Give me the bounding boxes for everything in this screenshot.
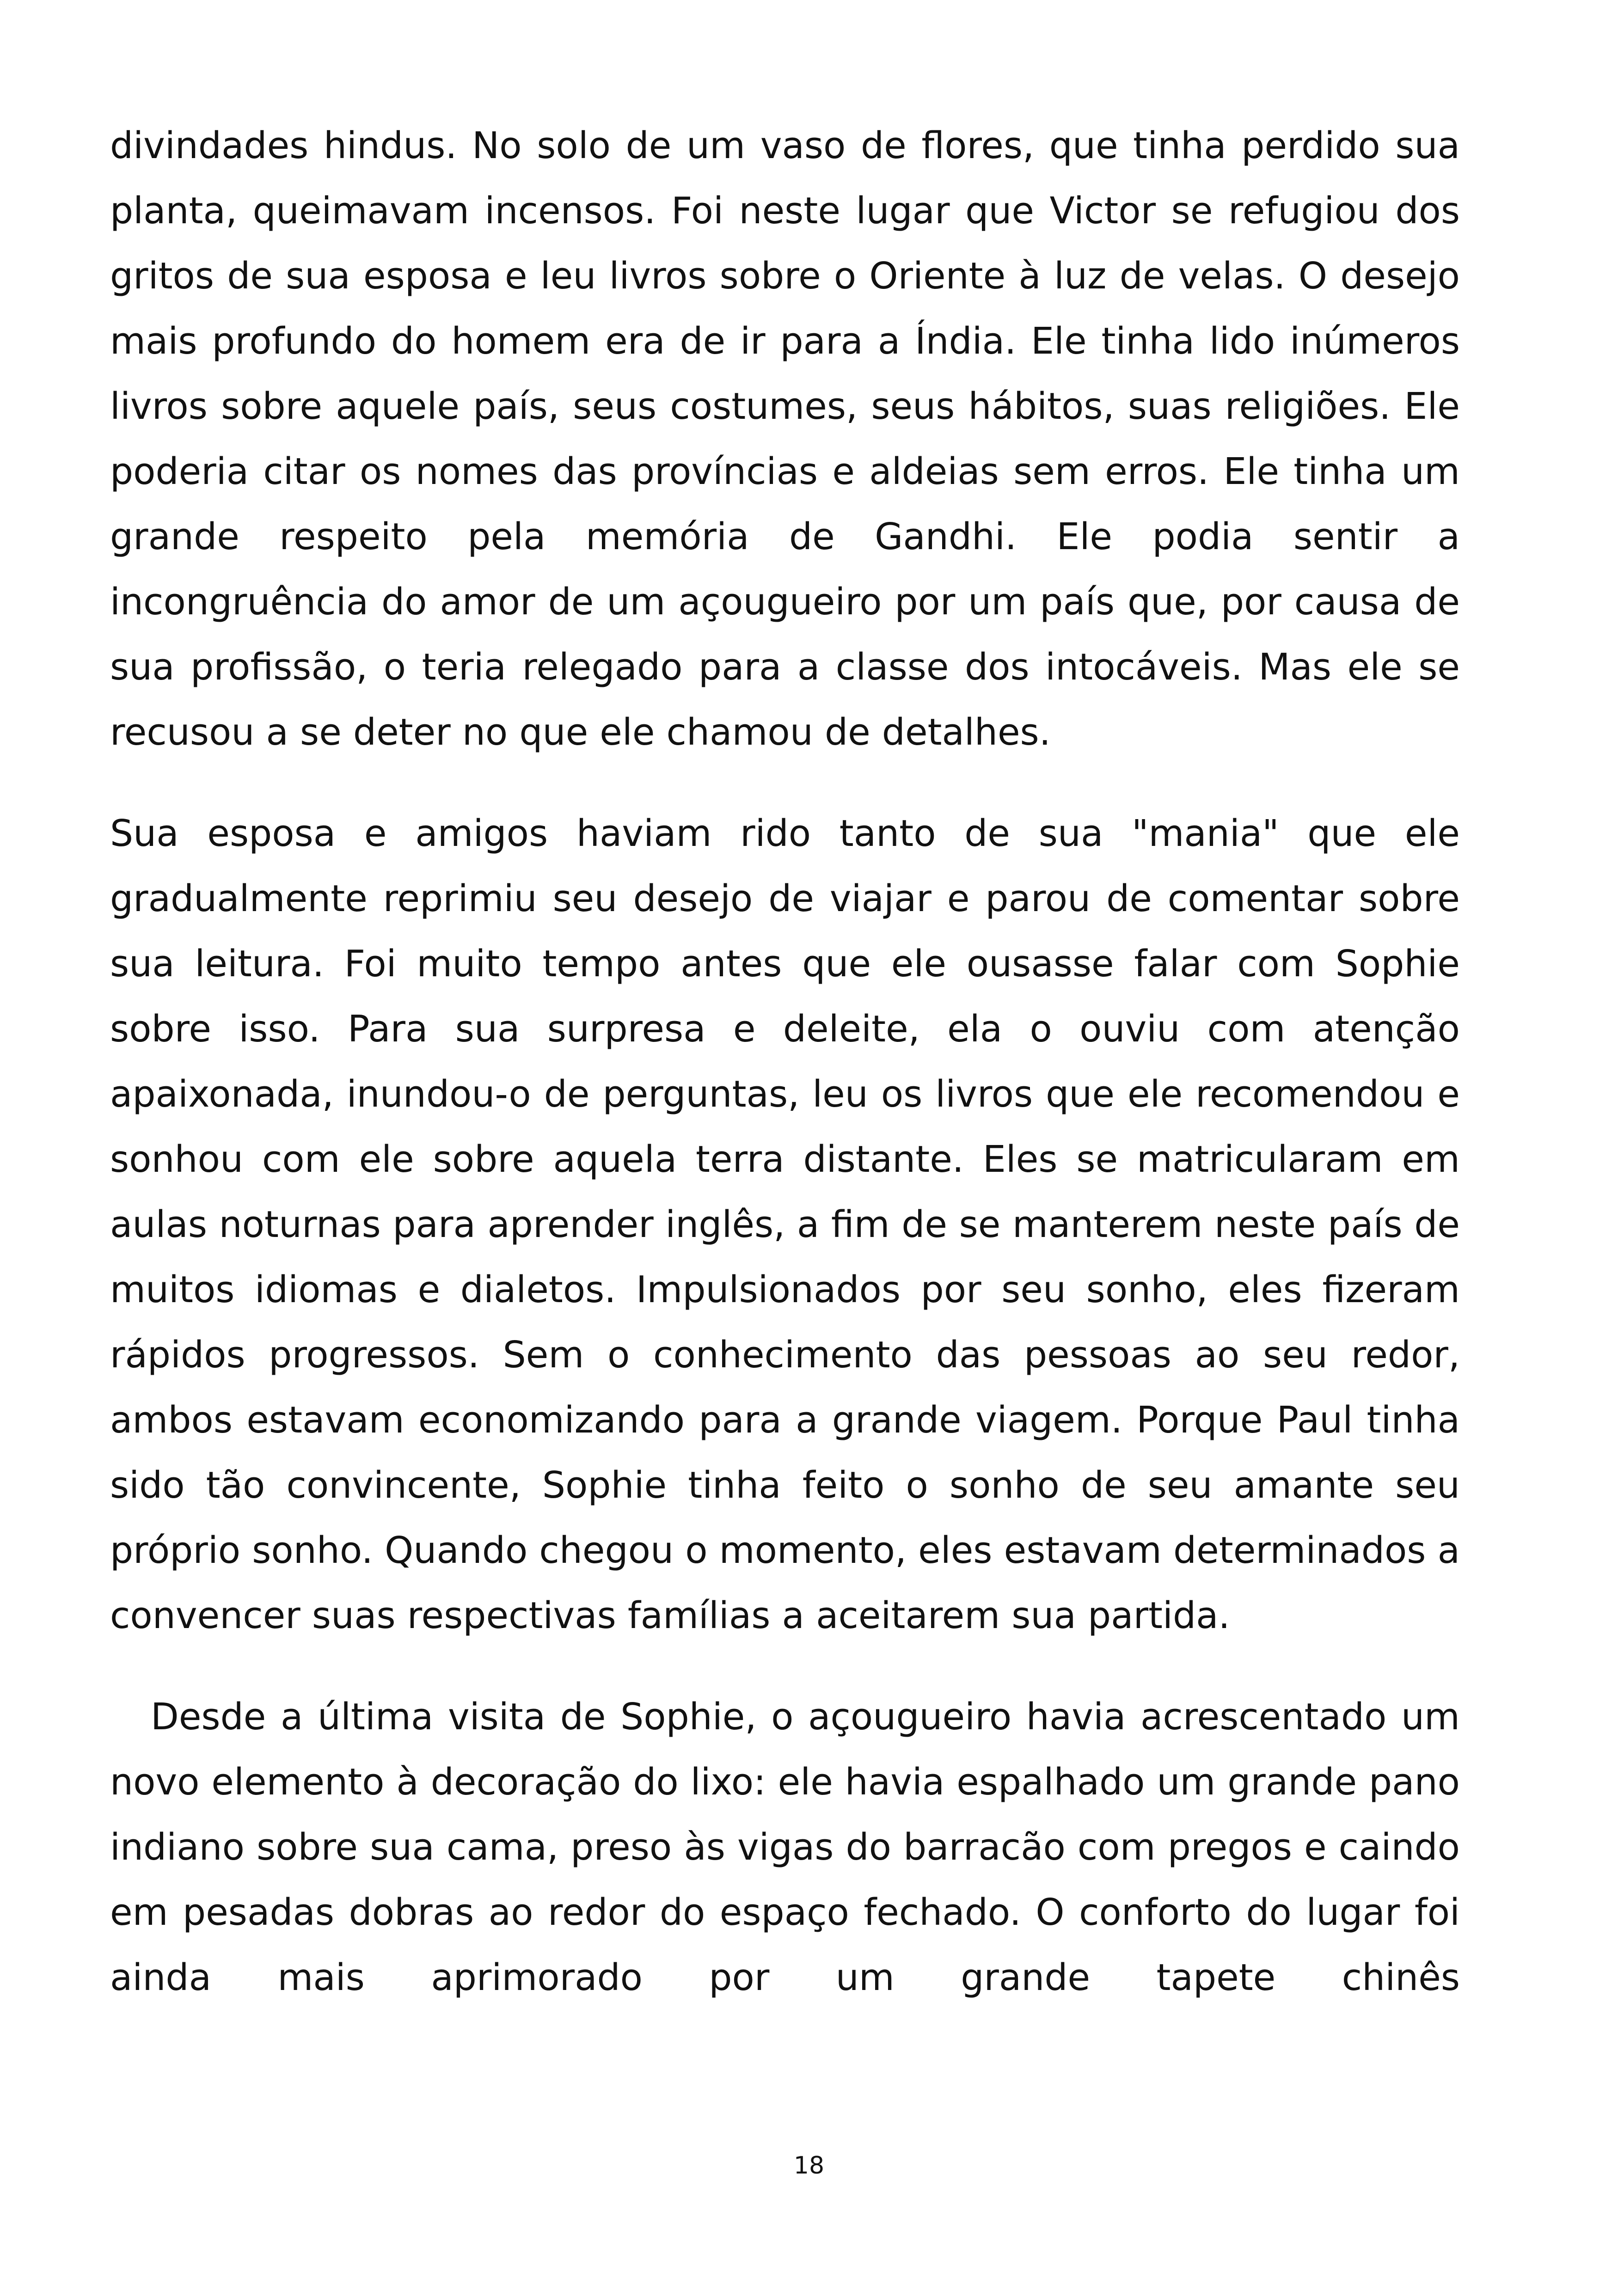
page-number: 18 (793, 2152, 825, 2180)
paragraph-1: divindades hindus. No solo de um vaso de flores, que tinha perdido sua planta, queimavam incensos. Foi neste lugar que Victor se refugiou dos gritos de sua esposa e leu livros sobre o Oriente à luz de velas. O desejo mais profundo do homem era de ir para a Índia. Ele tinha lido inúmeros livros sobre aquele país, seus costumes, seus hábitos, suas religiões. Ele poderia citar os nomes das províncias e aldeias sem erros. Ele tinha um grande respeito pela memória de Gandhi. Ele podia sentir a incongruência do amor de um açougueiro por um país que, por causa de sua profissão, o teria relegado para a classe dos intocáveis. Mas ele se recusou a se deter no que ele chamou de detalhes. (110, 124, 1460, 753)
body-text (110, 113, 1460, 2010)
paragraph-3: Desde a última visita de Sophie, o açougueiro havia acrescentado um novo elemento à decoração do lixo: ele havia espalhado um grande pano indiano sobre sua cama, preso às vigas do barracão com pregos e caindo em pesadas dobras ao redor do espaço fechado. O conforto do lugar foi ainda mais aprimorado por um grande tapete chinês (110, 1696, 1460, 1999)
paragraph-2: Sua esposa e amigos haviam rido tanto de sua "mania" que ele gradualmente reprimiu seu desejo de viajar e parou de comentar sobre sua leitura. Foi muito tempo antes que ele ousasse falar com Sophie sobre isso. Para sua surpresa e deleite, ela o ouviu com atenção apaixonada, inundou-o de perguntas, leu os livros que ele recomendou e sonhou com ele sobre aquela terra distante. Eles se matricularam em aulas noturnas para aprender inglês, a fim de se manterem neste país de muitos idiomas e dialetos. Impulsionados por seu sonho, eles fizeram rápidos progressos. Sem o conhecimento das pessoas ao seu redor, ambos estavam economizando para a grande viagem. Porque Paul tinha sido tão convincente, Sophie tinha feito o sonho de seu amante seu próprio sonho. Quando chegou o momento, eles estavam determinados a convencer suas respectivas famílias a aceitarem sua partida. (110, 812, 1460, 1637)
